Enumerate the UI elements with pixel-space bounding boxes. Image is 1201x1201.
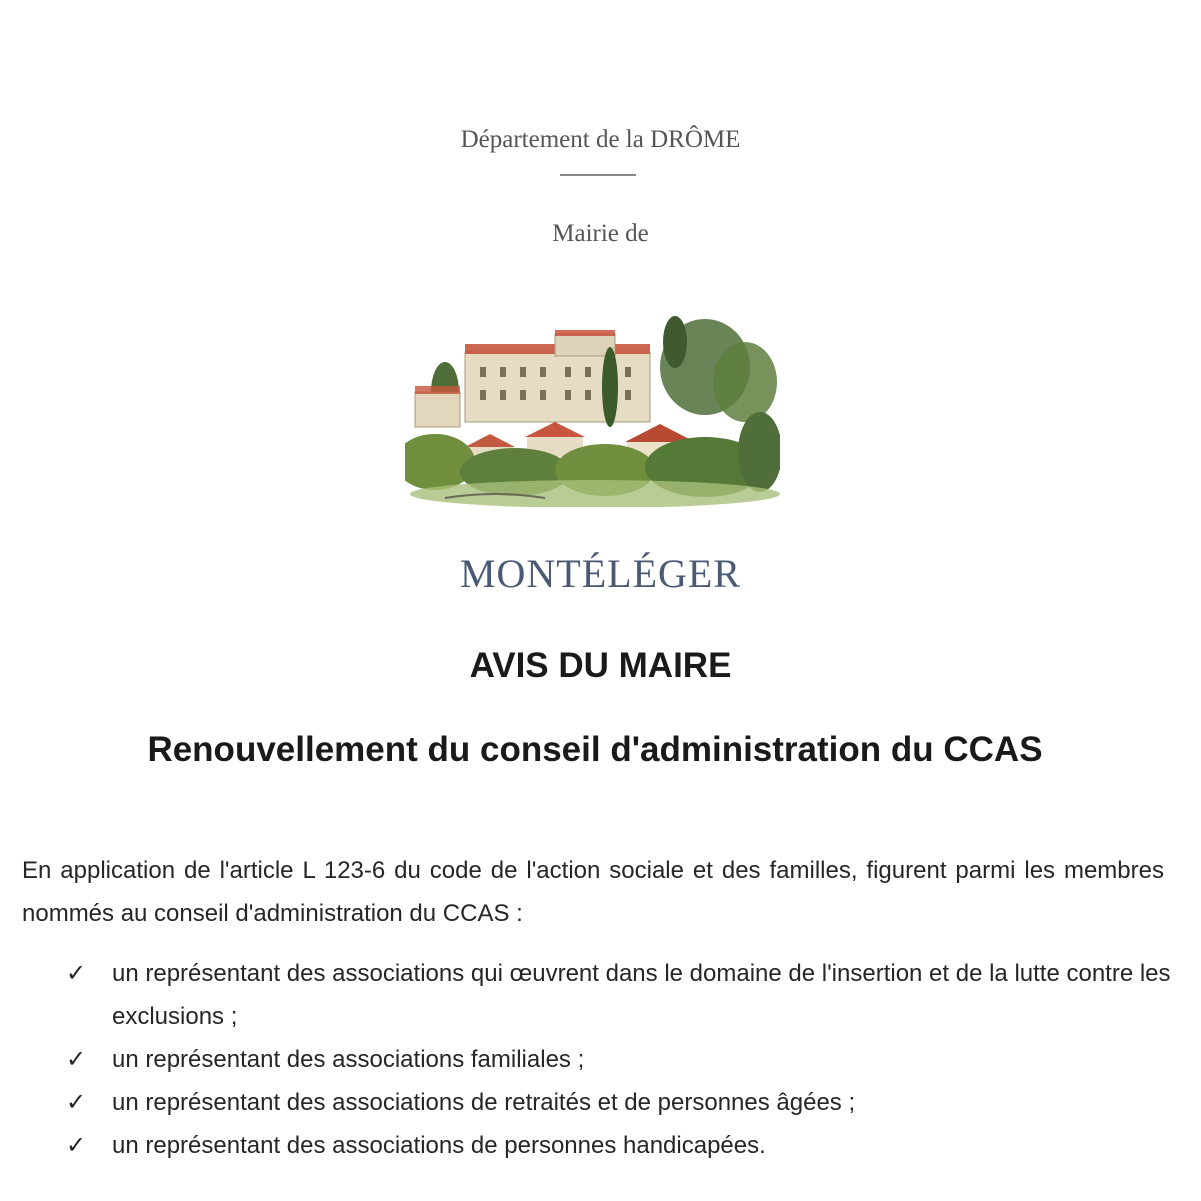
- intro-paragraph: En application de l'article L 123-6 du code de l'action sociale et des familles, figurent parmi les membres nommés au conseil d'administration du CCAS :: [22, 857, 1164, 927]
- list-item-text: un représentant des associations familiales ;: [112, 1046, 585, 1073]
- village-watercolor-icon: [405, 312, 780, 507]
- checkmark-icon: ✓: [66, 1132, 87, 1159]
- checkmark-icon: ✓: [66, 960, 87, 987]
- department-heading: Département de la DRÔME: [460, 126, 741, 153]
- list-item: [66, 1124, 1176, 1167]
- list-item-text: un représentant des associations de retraités et de personnes âgées ;: [112, 1089, 856, 1116]
- list-item: [66, 1038, 1176, 1081]
- mairie-label: Mairie de: [552, 220, 649, 247]
- header-divider: [560, 174, 636, 176]
- members-list: [66, 952, 1176, 1167]
- checkmark-icon: ✓: [66, 1046, 87, 1073]
- village-illustration: [405, 312, 780, 507]
- town-name: MONTÉLÉGER: [459, 551, 742, 596]
- list-item-text: un représentant des associations qui œuvrent dans le domaine de l'insertion et de la lutte contre les exclusions ;: [112, 960, 1171, 1030]
- list-item: [66, 1081, 1176, 1124]
- list-item: [66, 952, 1176, 1038]
- checkmark-icon: ✓: [66, 1089, 87, 1116]
- notice-subject: Renouvellement du conseil d'administration du CCAS: [147, 730, 1043, 769]
- list-item-text: un représentant des associations de personnes handicapées.: [112, 1132, 766, 1159]
- notice-title: AVIS DU MAIRE: [469, 646, 732, 685]
